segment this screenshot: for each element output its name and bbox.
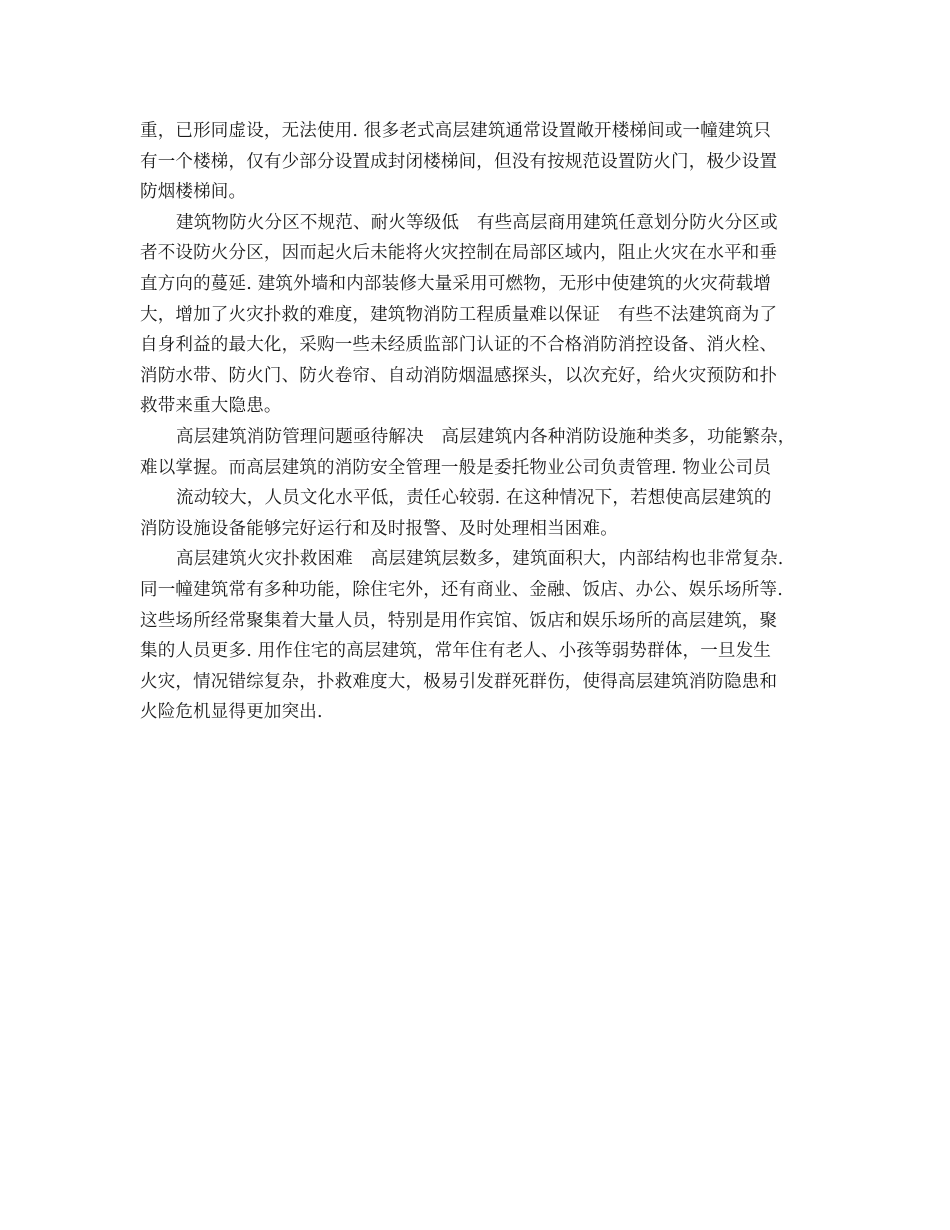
text-line: 这些场所经常聚集着大量人员，特别是用作宾馆、饭店和娱乐场所的高层建筑，聚 bbox=[140, 610, 778, 631]
text-line: 救带来重大隐患。 bbox=[140, 396, 282, 417]
document-body bbox=[140, 116, 830, 728]
text-line: 火灾，情况错综复杂，扑救难度大，极易引发群死群伤，使得高层建筑消防隐患和 bbox=[140, 671, 778, 692]
text-line: 重，已形同虚设，无法使用. 很多老式高层建筑通常设置敞开楼梯间或一幢建筑只 bbox=[140, 121, 772, 141]
text-line: 难以掌握。而高层建筑的消防安全管理一般是委托物业公司负责管理. 物业公司员 bbox=[140, 457, 772, 478]
text-line: 防烟楼梯间。 bbox=[140, 182, 247, 203]
text-line: 集的人员更多. 用作住宅的高层建筑，常年住有老人、小孩等弱势群体，一旦发生 bbox=[140, 641, 772, 662]
text-line: 者不设防火分区，因而起火后未能将火灾控制在局部区域内，阻止火灾在水平和垂 bbox=[140, 243, 778, 264]
text-line: 火险危机显得更加突出. bbox=[140, 702, 323, 723]
text-line: 消防水带、防火门、防火卷帘、自动消防烟温感探头，以次充好，给火灾预防和扑 bbox=[140, 365, 778, 386]
paragraph-heading-line: 高层建筑火灾扑救困难 高层建筑层数多，建筑面积大，内部结构也非常复杂. bbox=[176, 549, 784, 570]
text-line: 流动较大，人员文化水平低，责任心较弱. 在这种情况下，若想使高层建筑的 bbox=[176, 488, 772, 509]
text-line: 同一幢建筑常有多种功能，除住宅外，还有商业、金融、饭店、办公、娱乐场所等. bbox=[140, 579, 783, 600]
text-line: 自身利益的最大化，采购一些未经质监部门认证的不合格消防消控设备、消火栓、 bbox=[140, 335, 778, 356]
paragraph-heading-line: 建筑物防火分区不规范、耐火等级低 有些高层商用建筑任意划分防火分区或 bbox=[176, 212, 778, 233]
text-line: 有一个楼梯，仅有少部分设置成封闭楼梯间，但没有按规范设置防火门，极少设置 bbox=[140, 151, 778, 172]
paragraph-heading-line: 高层建筑消防管理问题亟待解决 高层建筑内各种消防设施种类多，功能繁杂， bbox=[176, 426, 796, 447]
text-line: 直方向的蔓延. 建筑外墙和内部装修大量采用可燃物，无形中使建筑的火灾荷载增 bbox=[140, 273, 772, 294]
text-line: 大，增加了火灾扑救的难度，建筑物消防工程质量难以保证 有些不法建筑商为了 bbox=[140, 304, 778, 325]
text-line: 消防设施设备能够完好运行和及时报警、及时处理相当困难。 bbox=[140, 518, 618, 539]
